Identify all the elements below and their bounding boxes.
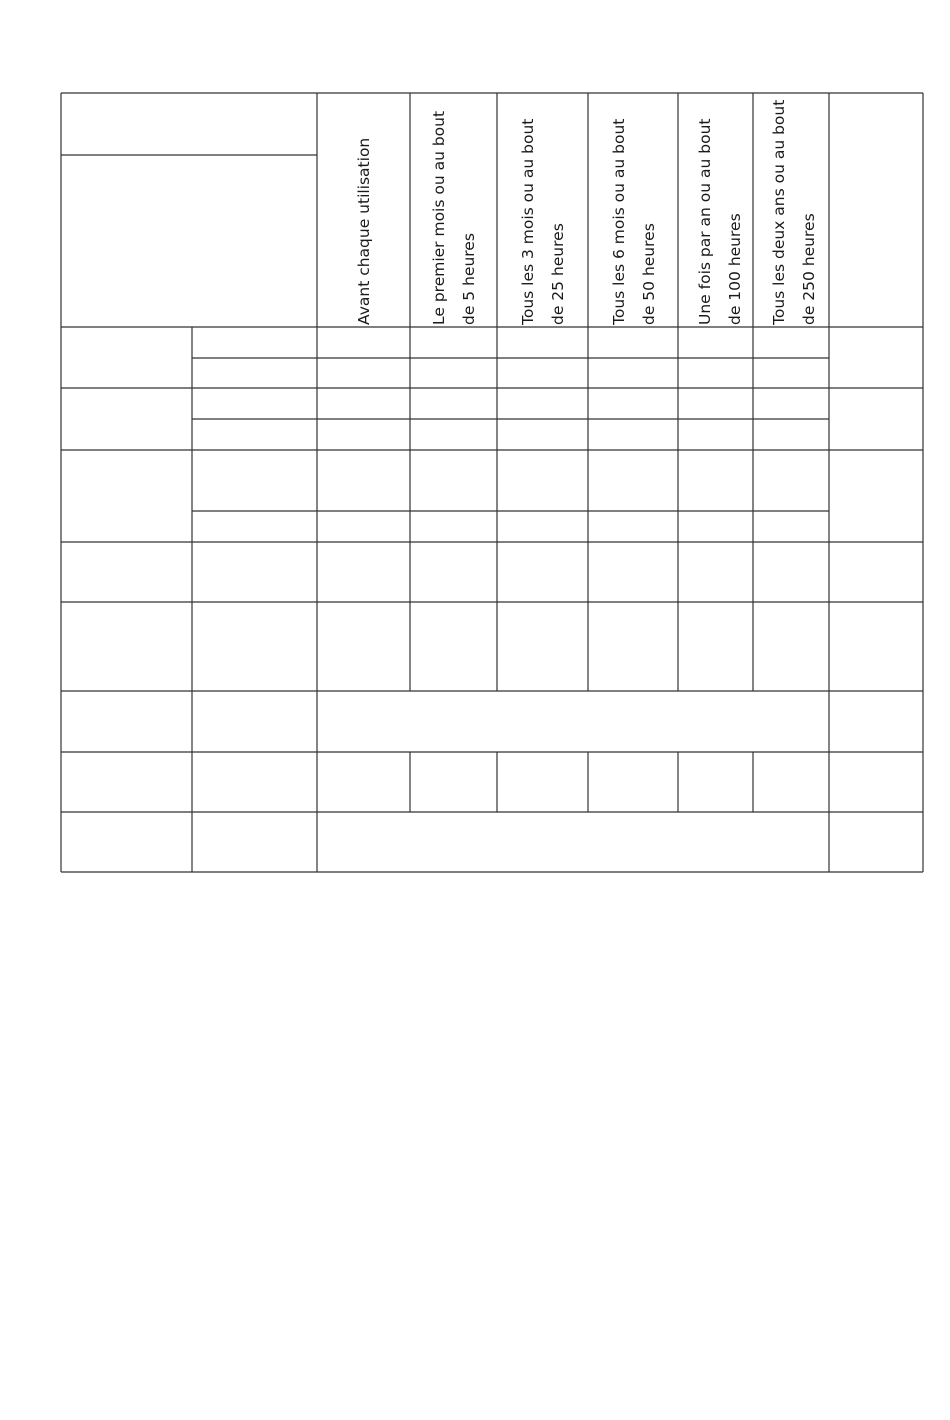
header-before-each-use: Avant chaque utilisation (355, 137, 373, 325)
header-every-6-months: Tous les 6 mois ou au bout de 50 heures (610, 118, 658, 325)
header-every-two-years: Tous les deux ans ou au bout de 250 heures (770, 99, 818, 325)
header-first-month: Le premier mois ou au bout de 5 heures (430, 110, 478, 325)
header-every-3-months: Tous les 3 mois ou au bout de 25 heures (519, 118, 567, 325)
header-yearly: Une fois par an ou au bout de 100 heures (696, 118, 744, 325)
